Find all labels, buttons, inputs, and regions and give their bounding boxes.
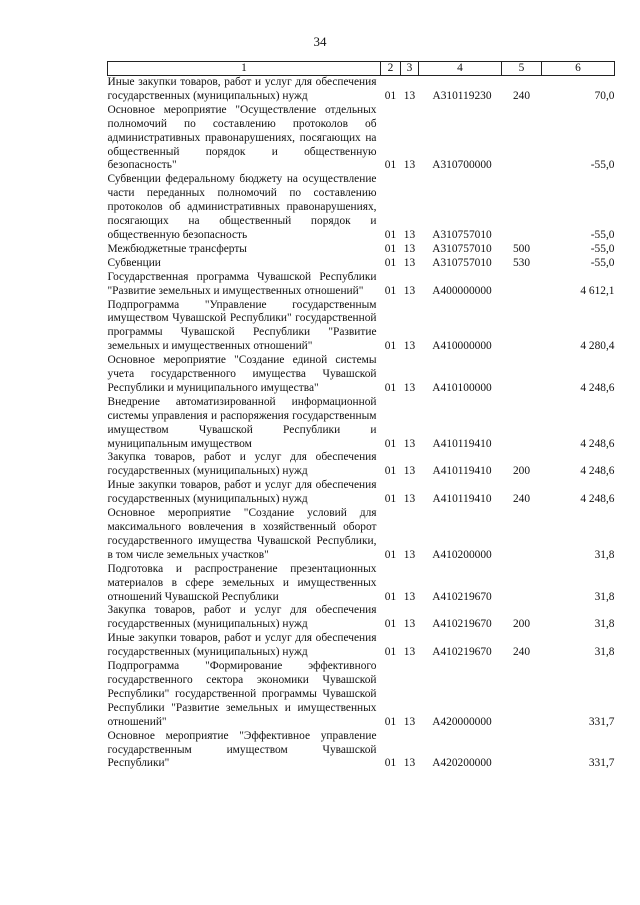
row-target-article-cell: A310119230 xyxy=(432,89,492,102)
row-amount-cell: 31,8 xyxy=(594,618,615,631)
row-subsection-cell: 13 xyxy=(403,159,416,172)
row-target-article-cell: A410100000 xyxy=(432,381,492,394)
header-col-subsection: 3 xyxy=(401,62,419,76)
row-expense-type-cell: 240 xyxy=(512,89,531,102)
table-row xyxy=(108,563,615,605)
row-name-cell: Подготовка и распространение презентационных материалов в сфере земельных и имущественных отношений Чувашской Республики xyxy=(107,562,377,603)
table-row xyxy=(108,243,615,257)
row-expense-type-cell xyxy=(502,299,542,355)
row-target-article-cell: A310757010 xyxy=(432,228,492,241)
row-section-cell: 01 xyxy=(384,493,397,506)
row-subsection-cell: 13 xyxy=(403,340,416,353)
row-section-cell: 01 xyxy=(384,284,397,297)
row-name-cell: Основное мероприятие "Создание условий для максимального вовлечения в хозяйственный оборот государственного имущества Чувашской Республики, в том числе земельных участков" xyxy=(107,507,377,561)
row-name-cell: Основное мероприятие "Осуществление отдельных полномочий по составлению протоколов об административных правонарушениях, посягающих на общественный порядок и общественную безопасность" xyxy=(107,103,377,172)
row-target-article-cell: A410219670 xyxy=(432,646,492,659)
row-name-cell: Межбюджетные трансферты xyxy=(107,242,247,255)
row-name-cell: Внедрение автоматизированной информационной системы управления и распоряжения государственным имуществом Чувашской Республики и муниципальным имуществом xyxy=(107,395,377,450)
table-header xyxy=(108,62,615,76)
row-section-cell: 01 xyxy=(384,715,397,728)
row-subsection-cell: 13 xyxy=(403,89,416,102)
row-section-cell: 01 xyxy=(384,590,397,603)
row-target-article-cell: A400000000 xyxy=(432,284,492,297)
row-subsection-cell: 13 xyxy=(403,256,416,269)
row-subsection-cell: 13 xyxy=(403,715,416,728)
row-name-cell: Субвенции xyxy=(107,256,161,269)
row-expense-type-cell: 240 xyxy=(512,493,531,506)
header-col-section: 2 xyxy=(381,62,401,76)
row-expense-type-cell xyxy=(502,104,542,174)
row-amount-cell: 31,8 xyxy=(594,548,615,561)
row-name-cell: Закупка товаров, работ и услуг для обеспечения государственных (муниципальных) нужд xyxy=(107,451,377,478)
table-row xyxy=(108,507,615,563)
header-col-name: 1 xyxy=(108,62,381,76)
table-row xyxy=(108,104,615,174)
row-target-article-cell: A410119410 xyxy=(432,465,492,478)
row-subsection-cell: 13 xyxy=(403,465,416,478)
row-name-cell: Субвенции федеральному бюджету на осуществление части переданных полномочий по составлению протоколов об административных правонарушениях, посягающих на общественный порядок и общественную безопасность xyxy=(107,173,377,241)
header-col-target-article: 4 xyxy=(419,62,502,76)
row-subsection-cell: 13 xyxy=(403,548,416,561)
row-amount-cell: -55,0 xyxy=(590,242,615,255)
row-section-cell: 01 xyxy=(384,548,397,561)
row-section-cell: 01 xyxy=(384,228,397,241)
row-section-cell: 01 xyxy=(384,465,397,478)
table-row xyxy=(108,271,615,299)
header-col-amount: 6 xyxy=(542,62,615,76)
row-section-cell: 01 xyxy=(384,256,397,269)
row-amount-cell: 4 612,1 xyxy=(580,284,615,297)
row-subsection-cell: 13 xyxy=(403,242,416,255)
row-expense-type-cell: 530 xyxy=(512,256,531,269)
row-amount-cell: 31,8 xyxy=(594,590,615,603)
row-amount-cell: 331,7 xyxy=(588,757,615,770)
row-section-cell: 01 xyxy=(384,89,397,102)
row-target-article-cell: A310700000 xyxy=(432,159,492,172)
row-section-cell: 01 xyxy=(384,618,397,631)
row-expense-type-cell xyxy=(502,173,542,243)
header-col-expense-type: 5 xyxy=(502,62,542,76)
row-subsection-cell: 13 xyxy=(403,228,416,241)
row-section-cell: 01 xyxy=(384,757,397,770)
budget-table xyxy=(107,61,615,771)
table-row xyxy=(108,632,615,660)
row-target-article-cell: A410200000 xyxy=(432,548,492,561)
row-amount-cell: 31,8 xyxy=(594,646,615,659)
row-target-article-cell: A410219670 xyxy=(432,590,492,603)
row-name-cell: Подпрограмма "Формирование эффективного государственного сектора экономики Чувашской Республики" государственной программы Чувашской Республики "Развитие земельных и имущественных отношений" xyxy=(107,660,377,728)
row-target-article-cell: A410119410 xyxy=(432,493,492,506)
table-row xyxy=(108,660,615,730)
row-subsection-cell: 13 xyxy=(403,437,416,450)
row-subsection-cell: 13 xyxy=(403,757,416,770)
row-expense-type-cell xyxy=(502,396,542,452)
row-section-cell: 01 xyxy=(384,340,397,353)
row-expense-type-cell xyxy=(502,507,542,563)
row-target-article-cell: A310757010 xyxy=(432,242,492,255)
row-subsection-cell: 13 xyxy=(403,618,416,631)
table-row xyxy=(108,76,615,104)
row-expense-type-cell xyxy=(502,730,542,772)
row-section-cell: 01 xyxy=(384,437,397,450)
row-expense-type-cell: 200 xyxy=(512,465,531,478)
row-amount-cell: -55,0 xyxy=(590,256,615,269)
row-name-cell: Иные закупки товаров, работ и услуг для обеспечения государственных (муниципальных) нужд xyxy=(107,632,377,659)
table-row xyxy=(108,257,615,271)
table-body xyxy=(108,76,615,772)
row-name-cell: Подпрограмма "Управление государственным имуществом Чувашской Республики" государственной программы Чувашской Республики "Развитие земельных и имущественных отношений" xyxy=(107,298,377,353)
row-subsection-cell: 13 xyxy=(403,646,416,659)
row-expense-type-cell xyxy=(502,563,542,605)
row-expense-type-cell: 500 xyxy=(512,242,531,255)
row-amount-cell: 4 280,4 xyxy=(580,340,615,353)
row-amount-cell: 70,0 xyxy=(594,89,615,102)
row-expense-type-cell xyxy=(502,271,542,299)
row-name-cell: Основное мероприятие "Создание единой системы учета государственного имущества Чувашской Республики и муниципального имущества" xyxy=(107,354,377,394)
row-amount-cell: 4 248,6 xyxy=(580,493,615,506)
row-subsection-cell: 13 xyxy=(403,381,416,394)
table-row xyxy=(108,730,615,772)
table-row xyxy=(108,479,615,507)
table-row xyxy=(108,173,615,243)
row-amount-cell: -55,0 xyxy=(590,228,615,241)
row-target-article-cell: A410000000 xyxy=(432,340,492,353)
row-amount-cell: 4 248,6 xyxy=(580,437,615,450)
table-row xyxy=(108,604,615,632)
row-expense-type-cell xyxy=(502,660,542,730)
page-number: 34 xyxy=(313,34,327,49)
table-row xyxy=(108,354,615,396)
row-amount-cell: 4 248,6 xyxy=(580,465,615,478)
table-row xyxy=(108,299,615,355)
row-expense-type-cell: 240 xyxy=(512,646,531,659)
row-section-cell: 01 xyxy=(384,242,397,255)
row-subsection-cell: 13 xyxy=(403,590,416,603)
row-section-cell: 01 xyxy=(384,159,397,172)
row-target-article-cell: A420200000 xyxy=(432,757,492,770)
row-name-cell: Государственная программа Чувашской Республики "Развитие земельных и имущественных отношений" xyxy=(107,270,377,297)
row-target-article-cell: A410119410 xyxy=(432,437,492,450)
table-row xyxy=(108,451,615,479)
row-amount-cell: -55,0 xyxy=(590,159,615,172)
row-target-article-cell: A420000000 xyxy=(432,715,492,728)
row-section-cell: 01 xyxy=(384,646,397,659)
row-subsection-cell: 13 xyxy=(403,284,416,297)
row-amount-cell: 331,7 xyxy=(588,715,615,728)
row-expense-type-cell: 200 xyxy=(512,618,531,631)
row-expense-type-cell xyxy=(502,354,542,396)
row-amount-cell: 4 248,6 xyxy=(580,381,615,394)
row-name-cell: Основное мероприятие "Эффективное управление государственным имуществом Чувашской Республики" xyxy=(107,729,377,770)
row-name-cell: Иные закупки товаров, работ и услуг для обеспечения государственных (муниципальных) нужд xyxy=(107,479,377,506)
row-name-cell: Закупка товаров, работ и услуг для обеспечения государственных (муниципальных) нужд xyxy=(107,604,377,631)
header-row xyxy=(108,62,615,76)
row-target-article-cell: A410219670 xyxy=(432,618,492,631)
row-name-cell: Иные закупки товаров, работ и услуг для обеспечения государственных (муниципальных) нужд xyxy=(107,76,377,102)
table-row xyxy=(108,396,615,452)
row-section-cell: 01 xyxy=(384,381,397,394)
row-target-article-cell: A310757010 xyxy=(432,256,492,269)
row-subsection-cell: 13 xyxy=(403,493,416,506)
